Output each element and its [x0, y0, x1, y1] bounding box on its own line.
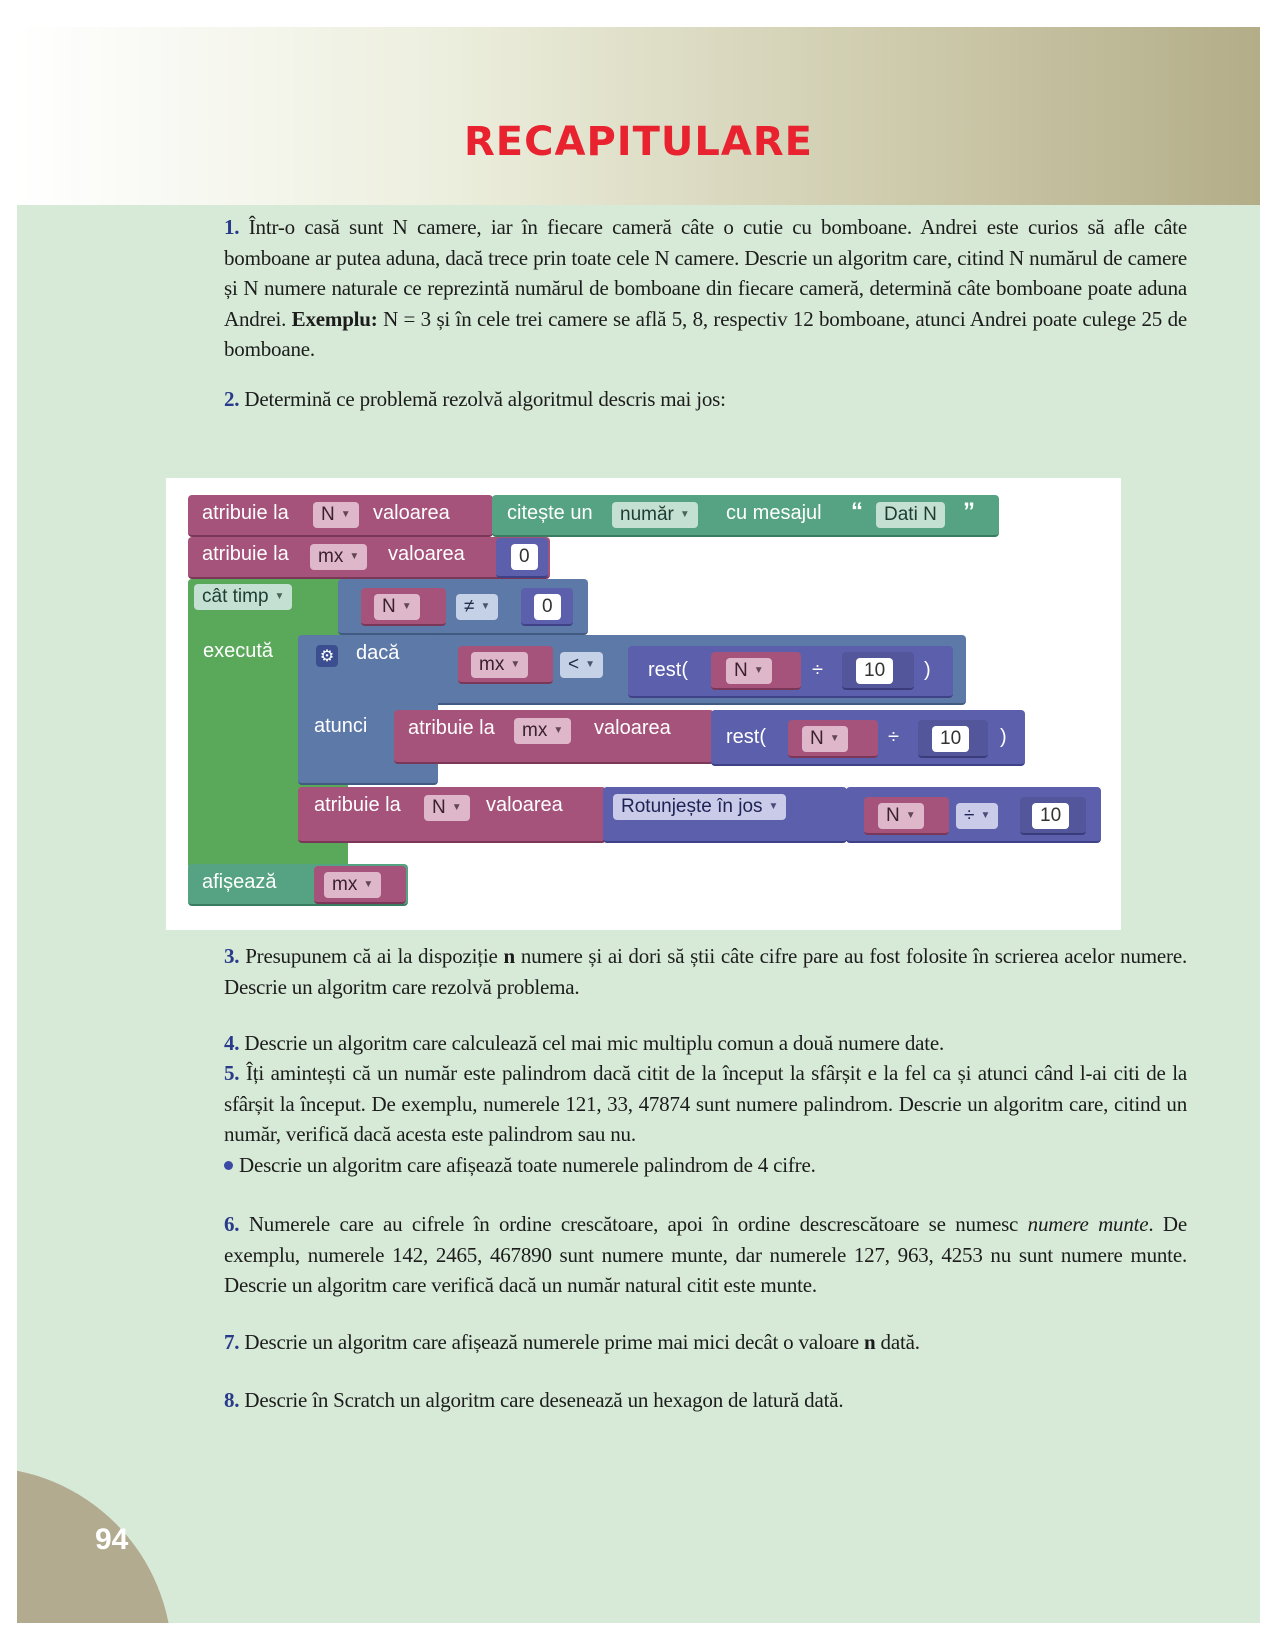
exercise-5 — [164, 1058, 1187, 1180]
dropdown-arrow-icon: ▼ — [363, 879, 374, 890]
dropdown-arrow-icon: ▼ — [980, 810, 991, 821]
prompt-text-field[interactable]: Dati N — [876, 502, 945, 528]
dropdown-arrow-icon: ▼ — [753, 665, 764, 676]
dropdown-arrow-icon: ▼ — [349, 551, 360, 562]
block-label: valoarea — [486, 794, 563, 816]
example-label: Exemplu: — [291, 306, 378, 331]
block-label: citește un — [507, 502, 593, 524]
field-value: mx — [479, 654, 505, 676]
number-field[interactable]: 10 — [1032, 803, 1069, 829]
exercise-number: 8. — [224, 1388, 240, 1412]
block-label: atribuie la — [202, 543, 289, 565]
exercise-number: 3. — [224, 944, 240, 968]
exercise-text: Presupunem că ai la dispoziție — [245, 944, 498, 968]
block-label: rest( — [648, 659, 688, 681]
loop-mode-dropdown[interactable] — [194, 584, 292, 610]
header-band — [17, 27, 1260, 205]
block-label: afișează — [202, 871, 277, 893]
dropdown-arrow-icon: ▼ — [829, 733, 840, 744]
block-label: execută — [203, 640, 274, 662]
exercise-text: . De exemplu, numerele 142, 2465, 467890 sunt numere munte, dar numerele 127, 963, 4253 nu sunt numere munte. Descrie un algoritm care verifică dacă un număr natural citit este munte. — [224, 1212, 1187, 1297]
field-value: mx — [318, 546, 344, 568]
field-value: N — [382, 596, 396, 618]
field-value: < — [568, 654, 580, 676]
dropdown-arrow-icon: ▼ — [480, 601, 491, 612]
exercise-number: 6. — [224, 1212, 240, 1236]
gear-icon[interactable]: ⚙ — [316, 645, 338, 667]
exercise-text: Descrie în Scratch un algoritm care desenează un hexagon de latură dată. — [244, 1388, 844, 1412]
var-dropdown-n[interactable] — [726, 658, 772, 684]
field-value: Rotunjește în jos — [621, 796, 763, 818]
block-label: dacă — [356, 642, 400, 664]
exercise-number: 2. — [224, 387, 240, 411]
field-value: N — [734, 660, 748, 682]
exercise-text: Numerele care au cifrele în ordine crescătoare, apoi în ordine descrescătoare se numesc — [248, 1212, 1019, 1236]
operator-dropdown[interactable] — [456, 594, 498, 620]
field-value: cât timp — [202, 586, 269, 608]
page — [17, 27, 1260, 1623]
exercise-text: Într-o casă sunt N camere, iar în fiecare cameră câte o cutie cu bomboane. Andrei este curios să afle câte bomboane ar putea aduna, dacă trece prin toate cele N camere. Descrie un algoritm care, citind N numărul de camere și N numere naturale ce reprezintă numărul de bomboane din fiecare cameră, determină câte bomboane poate aduna Andrei. — [224, 215, 1187, 331]
quote-close: ” — [963, 498, 975, 525]
variable-n: n — [503, 944, 515, 968]
bullet-icon — [224, 1161, 233, 1170]
dropdown-arrow-icon: ▼ — [679, 509, 690, 520]
exercise-3 — [164, 941, 1187, 1002]
variable-n: n — [863, 1330, 876, 1354]
block-label: atunci — [314, 715, 368, 737]
exercise-number: 7. — [224, 1330, 240, 1354]
dropdown-arrow-icon: ▼ — [768, 801, 779, 812]
block-label: atribuie la — [202, 502, 289, 524]
field-value: mx — [522, 720, 548, 742]
term-numere-munte: numere munte — [1027, 1212, 1149, 1236]
var-dropdown-n[interactable] — [424, 795, 470, 821]
var-dropdown-n[interactable] — [878, 803, 924, 829]
block-code-diagram — [166, 478, 1121, 930]
exercise-1 — [164, 212, 1187, 365]
dropdown-arrow-icon: ▼ — [274, 591, 285, 602]
block-label: valoarea — [594, 717, 671, 739]
block-label: ÷ — [888, 726, 899, 748]
field-value: N — [321, 504, 335, 526]
number-field[interactable]: 0 — [511, 544, 538, 570]
page-number: 94 — [95, 1523, 129, 1556]
number-field[interactable]: 0 — [534, 594, 561, 620]
var-dropdown-mx[interactable] — [310, 544, 367, 570]
exercise-text: N = 3 și în cele trei camere se află 5, 8, respectiv 12 bomboane, atunci Andrei poate culege 25 de bomboane. — [224, 306, 1188, 361]
exercise-number: 4. — [224, 1031, 240, 1055]
bullet-text: Descrie un algoritm care afișează toate numerele palindrom de 4 cifre. — [239, 1152, 816, 1177]
exercise-number: 1. — [224, 215, 240, 239]
page-title: RECAPITULARE — [464, 119, 813, 165]
dropdown-arrow-icon: ▼ — [510, 659, 521, 670]
exercise-text: Descrie un algoritm care calculează cel mai mic multiplu comun a două numere date. — [244, 1031, 945, 1055]
field-value: ≠ — [464, 596, 475, 618]
dropdown-arrow-icon: ▼ — [905, 810, 916, 821]
type-dropdown[interactable] — [612, 502, 698, 528]
block-label: rest( — [726, 726, 766, 748]
dropdown-arrow-icon: ▼ — [553, 725, 564, 736]
number-field[interactable]: 10 — [856, 658, 893, 684]
dropdown-arrow-icon: ▼ — [451, 802, 462, 813]
exercise-text: dată. — [880, 1330, 920, 1354]
block-label: ) — [924, 659, 931, 681]
dropdown-arrow-icon: ▼ — [340, 509, 351, 520]
operator-dropdown[interactable] — [956, 803, 998, 829]
var-dropdown-n[interactable] — [374, 594, 420, 620]
number-field[interactable]: 10 — [932, 726, 969, 752]
field-value: N — [810, 728, 824, 750]
field-value: mx — [332, 874, 358, 896]
exercise-text: Îți amintești că un număr este palindrom dacă citit de la început la sfârșit e la fel ca și atunci când l-ai citi de la sfârșit la început. De exemplu, numerele 121, 33, 47874 sunt numere palindrom. Descrie un algoritm care, citind un număr, verifică dacă acesta este palindrom sau nu. — [224, 1061, 1187, 1146]
round-mode-dropdown[interactable] — [613, 794, 786, 820]
exercise-4 — [164, 1028, 1187, 1059]
field-value: N — [886, 805, 900, 827]
exercise-2 — [164, 384, 1187, 415]
operator-dropdown[interactable] — [560, 652, 603, 678]
var-dropdown-mx[interactable] — [471, 652, 528, 678]
var-dropdown-n[interactable] — [802, 726, 848, 752]
field-value: număr — [620, 504, 674, 526]
field-value: ÷ — [964, 805, 975, 827]
block-label: ) — [1000, 726, 1007, 748]
field-value: N — [432, 797, 446, 819]
exercise-7 — [164, 1327, 1187, 1358]
block-label: ÷ — [812, 659, 823, 681]
var-dropdown-mx[interactable] — [324, 872, 381, 898]
block-label: valoarea — [373, 502, 450, 524]
block-label: cu mesajul — [726, 502, 822, 524]
block-label: atribuie la — [408, 717, 495, 739]
dropdown-arrow-icon: ▼ — [585, 659, 596, 670]
var-dropdown-mx[interactable] — [514, 718, 571, 744]
block-label: valoarea — [388, 543, 465, 565]
quote-open: “ — [851, 498, 863, 525]
exercise-text: Determină ce problemă rezolvă algoritmul descris mai jos: — [244, 387, 726, 411]
exercise-text: Descrie un algoritm care afișează numerele prime mai mici decât o valoare — [244, 1330, 859, 1354]
exercise-8 — [164, 1385, 1187, 1416]
dropdown-arrow-icon: ▼ — [401, 601, 412, 612]
var-dropdown-n[interactable] — [313, 502, 359, 528]
exercise-text: numere și ai dori să știi câte cifre pare au fost folosite în scrierea acelor numere. Descrie un algoritm care rezolvă problema. — [224, 944, 1188, 999]
block-label: atribuie la — [314, 794, 401, 816]
exercise-number: 5. — [224, 1061, 240, 1085]
exercise-6 — [164, 1209, 1187, 1301]
